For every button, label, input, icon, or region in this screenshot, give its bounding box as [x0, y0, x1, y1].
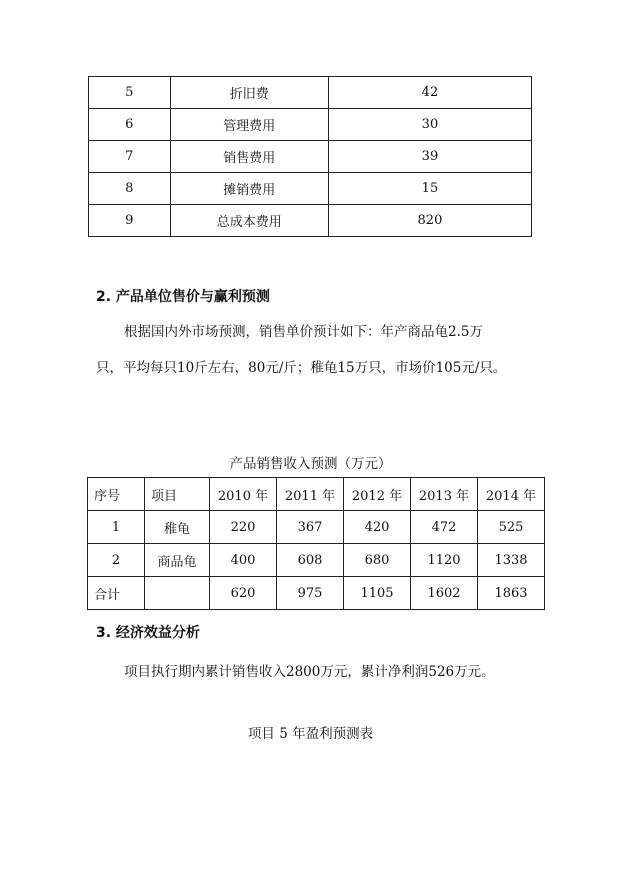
table-cell: 2	[88, 544, 145, 577]
row-number: 6	[89, 109, 171, 141]
cost-value: 42	[328, 77, 531, 109]
cost-item: 摊销费用	[170, 173, 328, 205]
column-header: 序号	[88, 478, 145, 511]
column-header: 2014 年	[478, 478, 545, 511]
section-2-paragraph	[96, 314, 556, 386]
column-header: 2012 年	[344, 478, 411, 511]
sales-table-caption: 产品销售收入预测（万元）	[229, 456, 392, 472]
cost-item: 总成本费用	[170, 205, 328, 237]
cost-value: 820	[328, 205, 531, 237]
row-number: 5	[89, 77, 171, 109]
cost-value: 15	[328, 173, 531, 205]
table-cell: 1602	[411, 577, 478, 610]
table-row	[89, 173, 532, 205]
cost-item: 折旧费	[170, 77, 328, 109]
table-cell	[145, 577, 210, 610]
column-header: 2013 年	[411, 478, 478, 511]
table-cell: 稚龟	[145, 511, 210, 544]
row-number: 9	[89, 205, 171, 237]
cost-item: 销售费用	[170, 141, 328, 173]
row-number: 8	[89, 173, 171, 205]
table-cell: 1120	[411, 544, 478, 577]
table-cell: 680	[344, 544, 411, 577]
table-cell: 975	[277, 577, 344, 610]
table-cell: 367	[277, 511, 344, 544]
row-number: 7	[89, 141, 171, 173]
column-header: 项目	[145, 478, 210, 511]
cost-value: 39	[328, 141, 531, 173]
table-row	[89, 205, 532, 237]
profit-table-caption: 项目 5 年盈利预测表	[247, 726, 374, 742]
cost-item: 管理费用	[170, 109, 328, 141]
cost-value: 30	[328, 109, 531, 141]
table-row	[88, 511, 545, 544]
table-cell: 1	[88, 511, 145, 544]
section-2-heading: 2. 产品单位售价与赢利预测	[96, 289, 270, 305]
paragraph-line: 只，平均每只10斤左右，80元/斤；稚龟15万只，市场价105元/只。	[96, 360, 507, 376]
paragraph-line: 根据国内外市场预测，销售单价预计如下：年产商品龟2.5万	[124, 324, 483, 340]
table-header-row	[88, 478, 545, 511]
table-cell: 1338	[478, 544, 545, 577]
sales-table	[87, 477, 545, 610]
table-cell: 合计	[88, 577, 145, 610]
table-row	[89, 109, 532, 141]
table-cell: 220	[210, 511, 277, 544]
table-row	[89, 77, 532, 109]
table-cell: 608	[277, 544, 344, 577]
section-3-paragraph: 项目执行期内累计销售收入2800万元，累计净利润526万元。	[124, 664, 495, 680]
table-cell: 1105	[344, 577, 411, 610]
column-header: 2011 年	[277, 478, 344, 511]
table-cell: 1863	[478, 577, 545, 610]
table-cell: 420	[344, 511, 411, 544]
table-row	[89, 141, 532, 173]
table-cell: 472	[411, 511, 478, 544]
table-cell: 525	[478, 511, 545, 544]
table-cell: 400	[210, 544, 277, 577]
table-cell: 620	[210, 577, 277, 610]
cost-table	[88, 76, 532, 237]
table-cell: 商品龟	[145, 544, 210, 577]
table-row	[88, 577, 545, 610]
section-3-heading: 3. 经济效益分析	[96, 625, 200, 641]
column-header: 2010 年	[210, 478, 277, 511]
table-row	[88, 544, 545, 577]
